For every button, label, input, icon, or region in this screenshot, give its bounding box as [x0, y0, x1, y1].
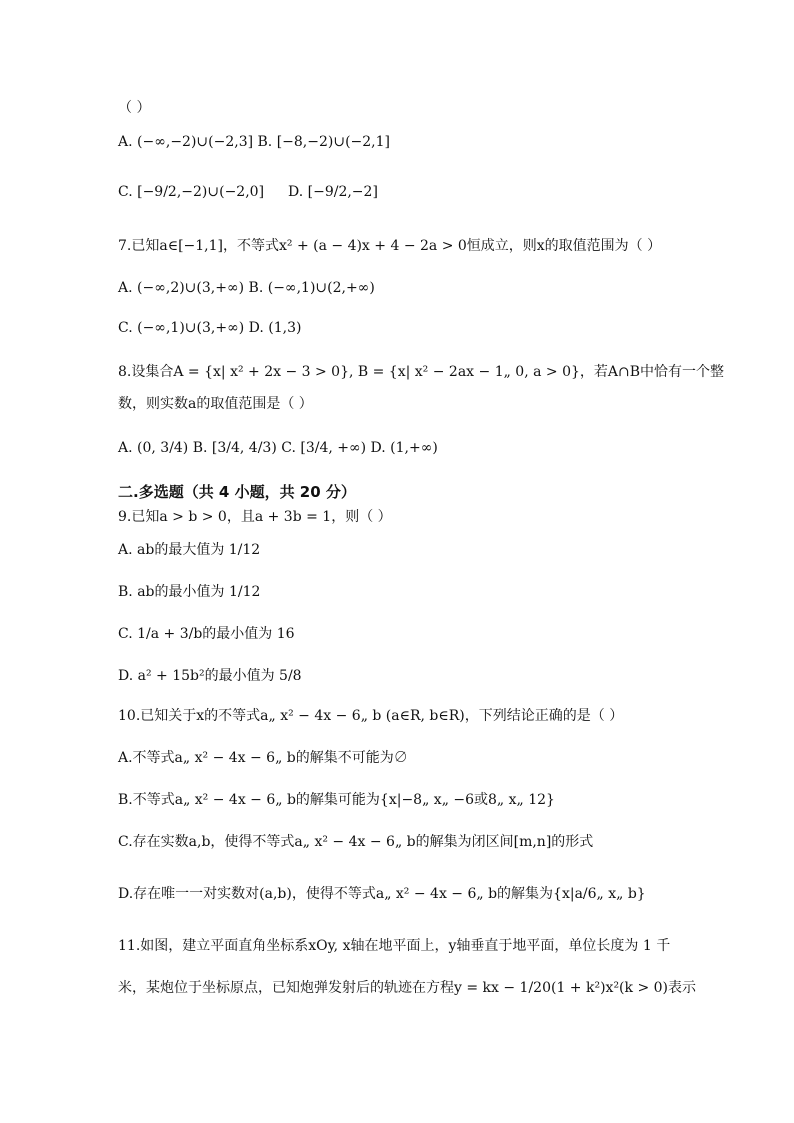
question-9-option-c: C. 1/a + 3/b的最小值为 16 [118, 626, 295, 642]
question-6-answer-bracket: （ ） [118, 100, 151, 116]
question-9-stem: 9.已知a > b > 0，且a + 3b = 1，则（ ） [118, 509, 392, 525]
question-9-option-a: A. ab的最大值为 1/12 [118, 542, 261, 558]
question-6-option-d: D. [−9/2,−2] [288, 184, 378, 200]
question-11-stem-line-1: 11.如图，建立平面直角坐标系xOy, x轴在地平面上，y轴垂直于地平面，单位长度为 1 千 [118, 938, 671, 954]
section-heading-multiple-choice: 二.多选题（共 4 小题，共 20 分） [118, 483, 356, 501]
question-8-stem-line-2: 数，则实数a的取值范围是（ ） [118, 396, 313, 412]
question-9-option-b: B. ab的最小值为 1/12 [118, 584, 261, 600]
question-8-options: A. (0, 3/4) B. [3/4, 4/3) C. [3/4, +∞) D. (1,+∞) [118, 440, 438, 456]
question-8-stem-line-1: 8.设集合A = {x| x² + 2x − 3 > 0}, B = {x| x² − 2ax − 1„ 0, a > 0}，若A∩B中恰有一个整 [118, 364, 725, 380]
question-6-options-a-b: A. (−∞,−2)∪(−2,3] B. [−8,−2)∪(−2,1] [118, 134, 391, 150]
question-9-option-d: D. a² + 15b²的最小值为 5/8 [118, 668, 302, 684]
question-7-stem: 7.已知a∈[−1,1]，不等式x² + (a − 4)x + 4 − 2a > 0恒成立，则x的取值范围为（ ） [118, 238, 662, 254]
question-7-options-a-b: A. (−∞,2)∪(3,+∞) B. (−∞,1)∪(2,+∞) [118, 280, 375, 296]
question-11-stem-line-2: 米，某炮位于坐标原点，已知炮弹发射后的轨迹在方程y = kx − 1/20(1 + k²)x²(k > 0)表示 [118, 980, 696, 996]
question-10-stem: 10.已知关于x的不等式a„ x² − 4x − 6„ b (a∈R, b∈R)，下列结论正确的是（ ） [118, 708, 624, 724]
question-10-option-d: D.存在唯一一对实数对(a,b)，使得不等式a„ x² − 4x − 6„ b的解集为{x|a/6„ x„ b} [118, 886, 646, 902]
question-6-option-c: C. [−9/2,−2)∪(−2,0] [118, 184, 265, 200]
question-10-option-a: A.不等式a„ x² − 4x − 6„ b的解集不可能为∅ [118, 750, 408, 766]
question-10-option-c: C.存在实数a,b，使得不等式a„ x² − 4x − 6„ b的解集为闭区间[m,n]的形式 [118, 834, 594, 850]
question-10-option-b: B.不等式a„ x² − 4x − 6„ b的解集可能为{x|−8„ x„ −6或8„ x„ 12} [118, 792, 555, 808]
question-7-options-c-d: C. (−∞,1)∪(3,+∞) D. (1,3) [118, 320, 302, 336]
